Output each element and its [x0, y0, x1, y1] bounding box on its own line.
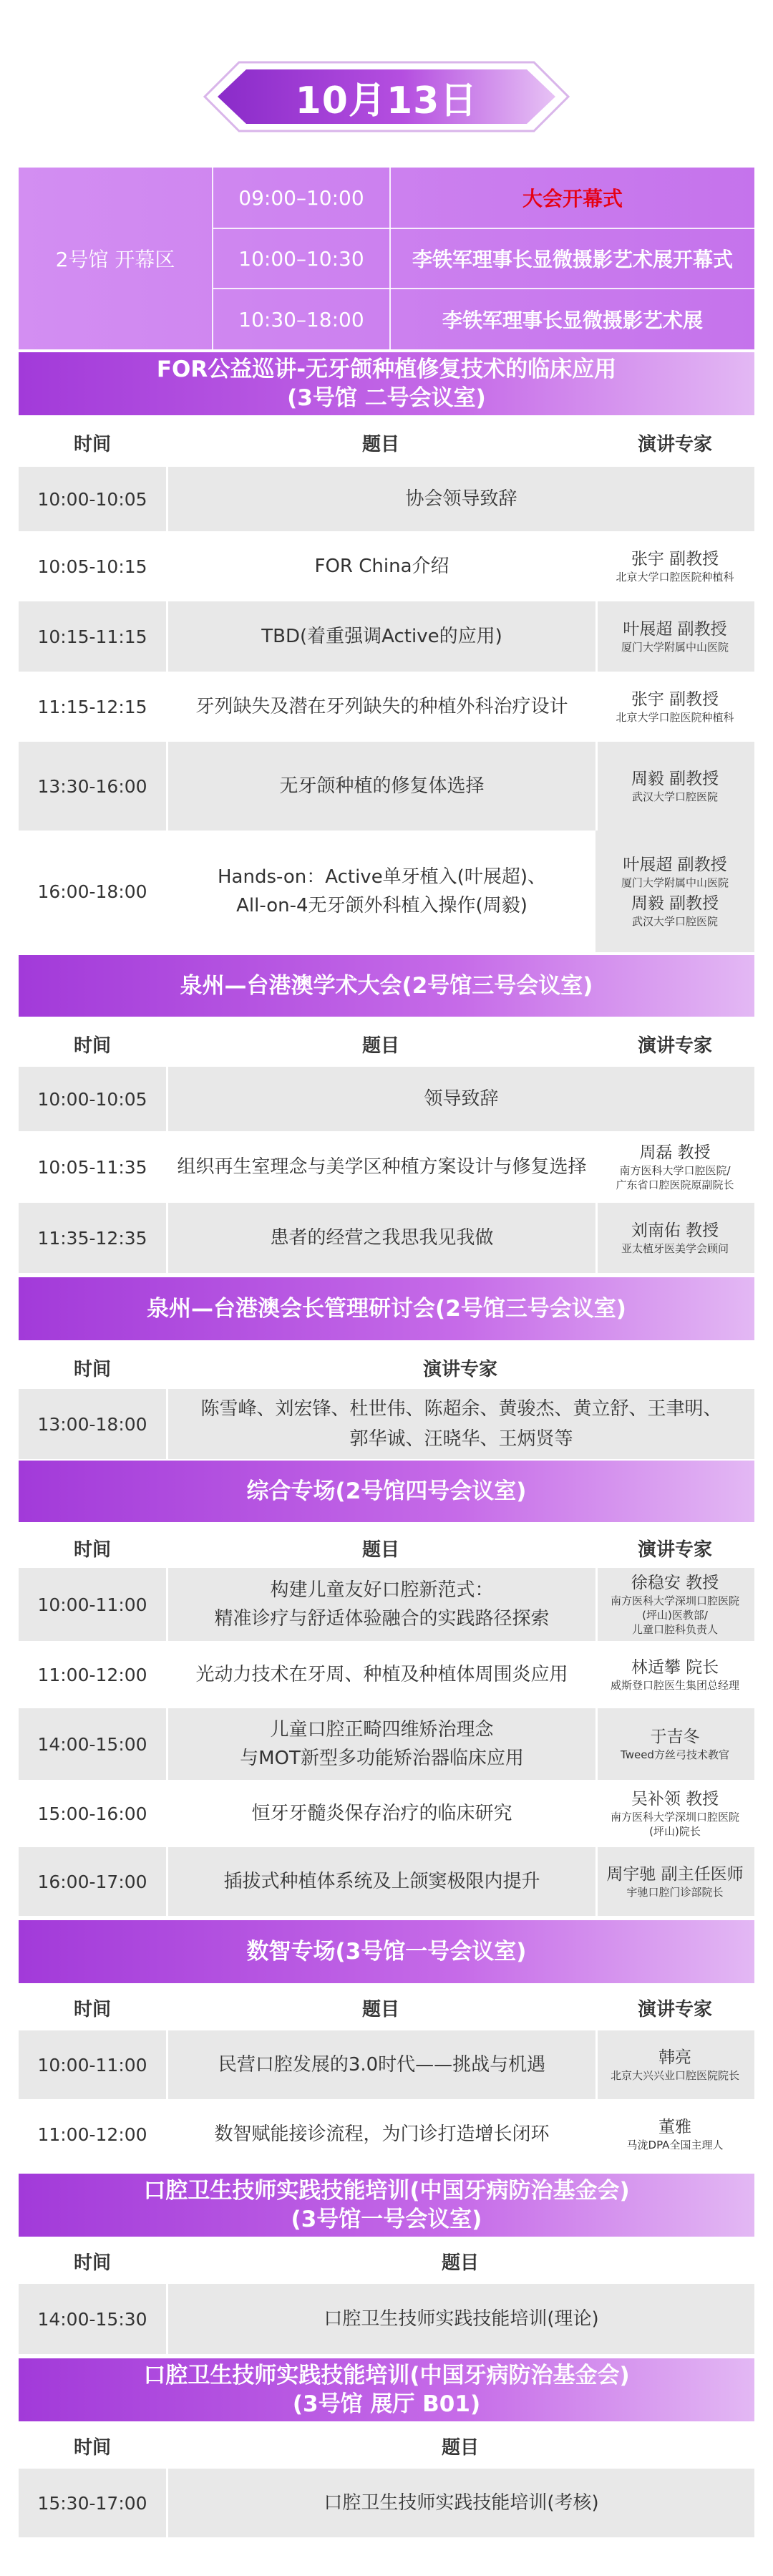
- speaker-affiliation: 北京大学口腔医院种植科: [616, 711, 734, 724]
- row-speaker: [595, 1708, 754, 1780]
- col-header-time: 时间: [73, 1035, 111, 1057]
- speaker-affiliation: Tweed方丝弓技术教官: [621, 1748, 729, 1761]
- col-header-speaker: 演讲专家: [637, 434, 712, 455]
- speaker-name: 林适攀 院长: [631, 1658, 719, 1677]
- speaker-name: 周宇驰 副主任医师: [606, 1865, 744, 1884]
- section-title: 泉州—台港澳学术大会(2号馆三号会议室): [180, 973, 593, 999]
- col-header-time: 时间: [73, 2437, 111, 2459]
- col-header-time: 时间: [73, 2252, 111, 2274]
- row-time: 15:30-17:00: [37, 2492, 147, 2514]
- row-speaker: [595, 601, 754, 672]
- opening-time: 10:30–18:00: [238, 307, 364, 331]
- row-time: 10:05-11:35: [37, 1156, 147, 1178]
- row-speaker: [595, 742, 754, 831]
- col-header-topic: 题目: [361, 1035, 399, 1057]
- speaker-name: 韩亮: [658, 2048, 691, 2067]
- row-topic: 光动力技术在牙周、种植及种植体周围炎应用: [195, 1664, 568, 1685]
- speaker-affiliation: 厦门大学附属中山医院: [621, 876, 729, 889]
- row-time: 10:00-11:00: [37, 2054, 147, 2076]
- date-banner: [202, 59, 571, 134]
- row-time: 16:00-18:00: [37, 881, 147, 902]
- row-time: 11:35-12:35: [37, 1227, 147, 1249]
- row-speaker: [595, 1641, 754, 1708]
- speaker-name: 叶展超 副教授: [623, 620, 727, 639]
- section-header: [19, 2174, 754, 2237]
- row-time: 10:00-10:05: [37, 488, 147, 510]
- row-topic: [168, 1568, 595, 1641]
- table-row: [19, 1131, 754, 1203]
- speaker-affiliation: (坪山)院长: [649, 1825, 701, 1838]
- speaker-affiliation: 北京大兴兴业口腔医院院长: [610, 2069, 739, 2082]
- speaker-affiliation: 马泷DPA全国主理人: [626, 2139, 724, 2151]
- row-topic: 牙列缺失及潜在牙列缺失的种植外科治疗设计: [195, 696, 568, 717]
- speaker-name: 董雅: [658, 2118, 691, 2136]
- col-header-topic: 题目: [361, 434, 399, 455]
- table-row: [19, 2099, 754, 2169]
- topic-line: All-on-4无牙颌外科植入操作(周毅): [236, 895, 528, 916]
- row-time: 14:00-15:30: [37, 2308, 147, 2330]
- topic-line: Hands-on：Active单牙植入(叶展超)、: [218, 866, 546, 888]
- speaker-affiliation: 亚太植牙医美学会顾问: [621, 1242, 729, 1255]
- table-row: [19, 531, 754, 601]
- speaker-affiliation: 武汉大学口腔医院: [631, 915, 718, 928]
- speaker-list: 陈雪峰、刘宏锋、杜世伟、陈超余、黄骏杰、黄立舒、王聿明、: [200, 1398, 722, 1420]
- row-speaker: [595, 1780, 754, 1847]
- topic-line: 儿童口腔正畸四维矫治理念: [270, 1719, 494, 1740]
- row-speaker: [595, 1131, 754, 1203]
- table-row: [19, 1389, 754, 1459]
- speaker-affiliation: 南方医科大学口腔医院/: [619, 1164, 731, 1177]
- row-time: 10:05-10:15: [37, 556, 147, 577]
- section-header: [19, 955, 754, 1017]
- section-header: [19, 1461, 754, 1522]
- speaker-name: 叶展超 副教授: [623, 856, 727, 874]
- speaker-list: 郭华诚、汪晓华、王炳贤等: [349, 1428, 573, 1450]
- table-row: [19, 2030, 754, 2099]
- section-subtitle: (3号馆一号会议室): [291, 2207, 482, 2232]
- table-row: [19, 1203, 754, 1273]
- speaker-affiliation: 南方医科大学深圳口腔医院: [610, 1811, 739, 1824]
- date-title: 10月13日: [295, 79, 478, 122]
- table-row: [19, 2469, 754, 2537]
- row-topic: 插拔式种植体系统及上颌窦极限内提升: [223, 1871, 540, 1892]
- topic-line: 精准诊疗与舒适体验融合的实践路径探索: [214, 1608, 550, 1630]
- opening-event: 大会开幕式: [522, 187, 623, 210]
- col-header-speaker: 演讲专家: [422, 1359, 497, 1380]
- speaker-affiliation: 儿童口腔科负责人: [631, 1623, 718, 1636]
- row-time: 11:15-12:15: [37, 696, 147, 717]
- table-row: [19, 1641, 754, 1708]
- table-row: [19, 672, 754, 742]
- row-time: 13:00-18:00: [37, 1413, 147, 1435]
- row-speaker: [595, 1847, 754, 1916]
- opening-event: 李铁军理事长显微摄影艺术展: [442, 309, 703, 332]
- row-topic: 口腔卫生技师实践技能培训(考核): [324, 2492, 599, 2514]
- table-row: [19, 467, 754, 531]
- speaker-affiliation: 广东省口腔医院原副院长: [616, 1178, 734, 1191]
- row-time: 11:00-12:00: [37, 1664, 147, 1685]
- table-row: [19, 1780, 754, 1847]
- speaker-affiliation: 厦门大学附属中山医院: [621, 641, 729, 654]
- col-header-topic: 题目: [361, 1539, 399, 1561]
- speaker-name: 周磊 教授: [639, 1143, 711, 1162]
- speaker-name: 刘南佑 教授: [631, 1221, 719, 1240]
- speaker-affiliation: (坪山)医教部/: [642, 1609, 708, 1622]
- section-title: 口腔卫生技师实践技能培训(中国牙病防治基金会): [143, 2178, 630, 2204]
- row-speaker: [595, 1203, 754, 1273]
- table-row: [19, 601, 754, 672]
- topic-line: 构建儿童友好口腔新范式：: [270, 1579, 494, 1601]
- opening-event: 李铁军理事长显微摄影艺术展开幕式: [412, 248, 733, 271]
- speaker-name: 张宇 副教授: [631, 550, 719, 568]
- row-speaker: [595, 2099, 754, 2169]
- row-time: 13:30-16:00: [37, 775, 147, 797]
- row-time: 10:00-11:00: [37, 1594, 147, 1615]
- col-header-topic: 题目: [441, 2437, 479, 2459]
- table-row: [19, 742, 754, 831]
- row-time: 10:00-10:05: [37, 1088, 147, 1110]
- table-row: [19, 1708, 754, 1780]
- speaker-affiliation: 武汉大学口腔医院: [631, 790, 718, 803]
- section-title: 泉州—台港澳会长管理研讨会(2号馆三号会议室): [147, 1296, 626, 1322]
- opening-venue: 2号馆 开幕区: [55, 248, 175, 271]
- row-topic: 领导致辞: [424, 1088, 499, 1110]
- row-topic: 患者的经营之我思我见我做: [270, 1227, 494, 1249]
- speaker-name: 周毅 副教授: [631, 894, 719, 913]
- section-subtitle: (3号馆 展厅 B01): [292, 2391, 481, 2417]
- section-header: [19, 2358, 754, 2421]
- row-topic: 恒牙牙髓炎保存治疗的临床研究: [251, 1803, 512, 1824]
- col-header-speaker: 演讲专家: [637, 1999, 712, 2020]
- row-topic: 协会领导致辞: [405, 488, 517, 510]
- section-header: [19, 1277, 754, 1340]
- table-row: [19, 1067, 754, 1131]
- row-topic: [168, 1708, 595, 1780]
- section-title: 数智专场(3号馆一号会议室): [246, 1939, 527, 1965]
- row-speaker: [595, 531, 754, 601]
- speaker-name: 周毅 副教授: [631, 770, 719, 788]
- opening-time: 09:00–10:00: [238, 185, 364, 210]
- section-title: 综合专场(2号馆四号会议室): [246, 1478, 527, 1504]
- section-title: FOR公益巡讲-无牙颌种植修复技术的临床应用: [156, 357, 617, 382]
- section-header: [19, 352, 754, 415]
- speaker-affiliation: 北京大学口腔医院种植科: [616, 571, 734, 584]
- speaker-name: 于吉冬: [650, 1728, 700, 1746]
- row-time: 11:00-12:00: [37, 2124, 147, 2145]
- row-topic: 组织再生室理念与美学区种植方案设计与修复选择: [177, 1156, 587, 1178]
- table-row: [19, 831, 754, 952]
- row-topic: 数智赋能接诊流程，为门诊打造增长闭环: [214, 2124, 550, 2145]
- row-time: 14:00-15:00: [37, 1733, 147, 1755]
- col-header-time: 时间: [73, 1999, 111, 2020]
- row-topic: [168, 831, 595, 952]
- row-speaker: [595, 1568, 754, 1641]
- row-time: 15:00-16:00: [37, 1803, 147, 1824]
- row-topic: 民营口腔发展的3.0时代——挑战与机遇: [218, 2054, 546, 2076]
- col-header-topic: 题目: [361, 1999, 399, 2020]
- row-speaker: [595, 831, 754, 952]
- opening-zone-table: [19, 168, 754, 349]
- table-row: [19, 1847, 754, 1916]
- row-speaker: [595, 672, 754, 742]
- table-row: [19, 1568, 754, 1641]
- row-speakers: [168, 1389, 754, 1459]
- speaker-affiliation: 南方医科大学深圳口腔医院: [610, 1594, 739, 1607]
- col-header-topic: 题目: [441, 2252, 479, 2274]
- speaker-name: 张宇 副教授: [631, 690, 719, 709]
- col-header-speaker: 演讲专家: [637, 1539, 712, 1561]
- opening-time: 10:00–10:30: [238, 246, 364, 271]
- row-topic: FOR China介绍: [314, 556, 449, 577]
- row-topic: 无牙颌种植的修复体选择: [279, 775, 485, 797]
- speaker-affiliation: 威斯登口腔医生集团总经理: [610, 1679, 739, 1692]
- table-row: [19, 2284, 754, 2354]
- speaker-name: 徐稳安 教授: [631, 1574, 719, 1592]
- topic-line: 与MOT新型多功能矫治器临床应用: [240, 1748, 524, 1769]
- row-topic: TBD(着重强调Active的应用): [261, 626, 502, 647]
- col-header-speaker: 演讲专家: [637, 1035, 712, 1057]
- speaker-name: 吴补领 教授: [631, 1790, 719, 1808]
- col-header-time: 时间: [73, 434, 111, 455]
- col-header-time: 时间: [73, 1359, 111, 1380]
- row-speaker: [595, 2030, 754, 2099]
- row-time: 16:00-17:00: [37, 1871, 147, 1892]
- row-topic: 口腔卫生技师实践技能培训(理论): [324, 2308, 599, 2330]
- section-header: [19, 1920, 754, 1983]
- speaker-affiliation: 宇驰口腔门诊部院长: [626, 1886, 724, 1899]
- section-title: 口腔卫生技师实践技能培训(中国牙病防治基金会): [143, 2363, 630, 2388]
- section-subtitle: (3号馆 二号会议室): [287, 385, 486, 411]
- row-time: 10:15-11:15: [37, 626, 147, 647]
- col-header-time: 时间: [73, 1539, 111, 1561]
